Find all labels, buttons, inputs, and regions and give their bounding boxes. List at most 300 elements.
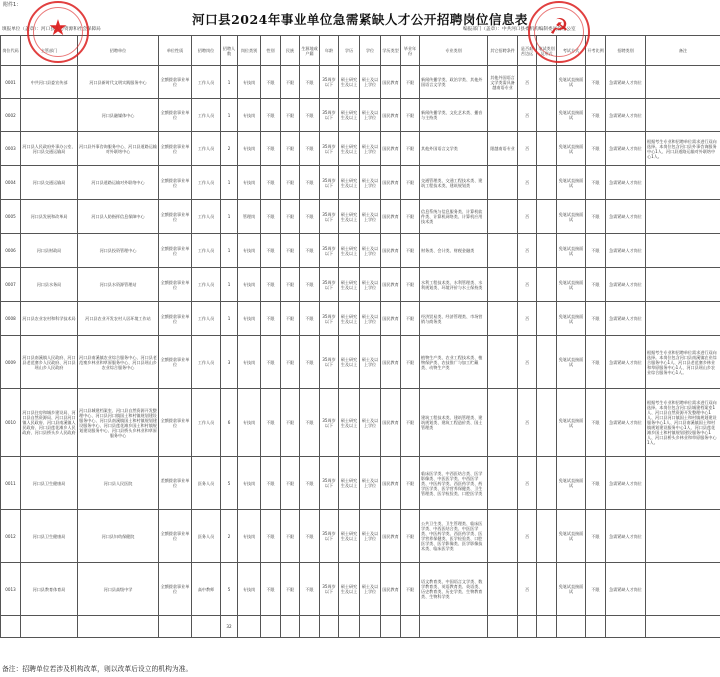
cell-unit: 河口县水资源管理站	[78, 268, 159, 302]
cell-count: 1	[221, 234, 238, 268]
cell-remark	[646, 66, 720, 99]
cell-major: 植物生产类、农业工程技术类、植物保护类、农技推广与加工贮藏类、动物生产类	[420, 336, 488, 389]
cell-major: 经济贸易类、经济管理类、市场营销与商务类	[420, 302, 488, 336]
cell-other	[488, 268, 518, 302]
cell-post: 医务人员	[192, 510, 221, 563]
cell-edu: 硕士研究生及以上	[339, 389, 360, 457]
total-cell	[192, 616, 221, 638]
cell-method: 免笔试直接面试	[557, 563, 586, 616]
cell-ratio: 不限	[586, 166, 606, 200]
cell-ethnic: 不限	[281, 336, 300, 389]
cell-degree: 硕士及以上学位	[360, 132, 381, 166]
cell-post: 工作人员	[192, 336, 221, 389]
cell-remark	[646, 234, 720, 268]
cell-nature: 全额拨款事业单位	[159, 302, 192, 336]
cell-exam	[537, 99, 557, 132]
cell-hard: 否	[518, 336, 537, 389]
total-cell	[586, 616, 606, 638]
cell-edu: 硕士研究生及以上	[339, 302, 360, 336]
cell-dept: 河口县交通运输局	[21, 166, 78, 200]
cell-other	[488, 510, 518, 563]
cell-year: 不限	[401, 302, 420, 336]
cell-edu: 硕士研究生及以上	[339, 234, 360, 268]
cell-major: 建筑工程技术类、建筑管理类、建筑规划类、建筑工程造价类、国土管理类	[420, 389, 488, 457]
cell-count: 1	[221, 66, 238, 99]
cell-ethnic: 不限	[281, 457, 300, 510]
cell-method: 免笔试直接面试	[557, 302, 586, 336]
total-cell	[78, 616, 159, 638]
cell-year: 不限	[401, 234, 420, 268]
cell-major: 临床医学类、中西医结合类、医学影像类、中医医学类、中西医学类、中医药学类、西医药学类、药学医学类、医学营养保健类、卫生管理类、医学检验类、口腔医学类	[420, 457, 488, 510]
cell-origin: 不限	[300, 66, 320, 99]
cell-exam	[537, 457, 557, 510]
cell-year: 不限	[401, 510, 420, 563]
cell-dept: 河口县南溪镇人民政府、河口县老范寨乡人民政府、河口县瑶山乡人民政府	[21, 336, 78, 389]
cell-exam	[537, 336, 557, 389]
cell-code: 0013	[1, 563, 21, 616]
cell-category: 急需紧缺人才岗位	[606, 389, 646, 457]
cell-ratio: 不限	[586, 200, 606, 234]
column-header: 岗位代码	[1, 36, 21, 66]
cell-nature: 全额拨款事业单位	[159, 200, 192, 234]
cell-method: 免笔试直接面试	[557, 234, 586, 268]
cell-remark	[646, 510, 720, 563]
cell-count: 1	[221, 99, 238, 132]
total-cell	[1, 616, 21, 638]
table-row	[1, 302, 720, 336]
cell-gender: 不限	[261, 510, 281, 563]
cell-age: 35周岁以下	[320, 336, 339, 389]
table-row	[1, 389, 720, 457]
cell-edu: 硕士研究生及以上	[339, 563, 360, 616]
cell-post: 医务人员	[192, 457, 221, 510]
column-header: 年龄	[320, 36, 339, 66]
cell-hard: 否	[518, 234, 537, 268]
table-row	[1, 268, 720, 302]
column-header: 民族	[281, 36, 300, 66]
cell-edutype: 国民教育	[381, 302, 401, 336]
cell-major: 新闻传播学类、政治学类、其他外国语言文学类	[420, 66, 488, 99]
cell-degree: 硕士及以上学位	[360, 336, 381, 389]
cell-age: 35周岁以下	[320, 389, 339, 457]
cell-year: 不限	[401, 132, 420, 166]
total-cell	[381, 616, 401, 638]
cell-ethnic: 不限	[281, 563, 300, 616]
cell-unit: 河口县新时代文明实践服务中心	[78, 66, 159, 99]
cell-origin: 不限	[300, 132, 320, 166]
total-cell	[159, 616, 192, 638]
recruitment-table	[0, 35, 720, 638]
cell-hard: 否	[518, 166, 537, 200]
total-cell	[261, 616, 281, 638]
cell-type: 专技岗	[238, 457, 261, 510]
cell-count: 5	[221, 457, 238, 510]
cell-remark: 根据考生专业和招聘单位需求进行双向选择。本岗位包含河口县南溪镇农业综合服务中心1人、河口县老范寨乡林业和草原服务中心1人、河口县瑶山乡农业综合服务中心1人。	[646, 336, 720, 389]
cell-gender: 不限	[261, 268, 281, 302]
cell-ethnic: 不限	[281, 166, 300, 200]
cell-exam	[537, 166, 557, 200]
cell-post: 工作人员	[192, 99, 221, 132]
cell-count: 6	[221, 389, 238, 457]
cell-unit: 河口县投资管理中心	[78, 234, 159, 268]
column-header: 单位性质	[159, 36, 192, 66]
cell-ratio: 不限	[586, 336, 606, 389]
cell-type: 专技岗	[238, 302, 261, 336]
column-header: 备注	[646, 36, 720, 66]
cell-type: 专技岗	[238, 268, 261, 302]
cell-gender: 不限	[261, 457, 281, 510]
cell-dept: 中共河口县委宣传部	[21, 66, 78, 99]
column-header: 毕业年份	[401, 36, 420, 66]
cell-degree: 硕士及以上学位	[360, 389, 381, 457]
cell-exam	[537, 268, 557, 302]
cell-count: 5	[221, 563, 238, 616]
cell-remark	[646, 563, 720, 616]
total-cell	[488, 616, 518, 638]
table-row	[1, 99, 720, 132]
cell-hard: 否	[518, 457, 537, 510]
cell-ethnic: 不限	[281, 510, 300, 563]
cell-age: 35周岁以下	[320, 268, 339, 302]
cell-major: 新闻传播学类、文化艺术类、播音与主持类	[420, 99, 488, 132]
total-cell	[281, 616, 300, 638]
cell-edutype: 国民教育	[381, 200, 401, 234]
cell-dept: 河口县卫生健康局	[21, 510, 78, 563]
cell-count: 1	[221, 302, 238, 336]
cell-year: 不限	[401, 99, 420, 132]
cell-type: 专技岗	[238, 234, 261, 268]
cell-origin: 不限	[300, 99, 320, 132]
cell-remark	[646, 457, 720, 510]
hammer-sickle-icon: ☭	[549, 15, 569, 40]
cell-dept: 河口县卫生健康局	[21, 457, 78, 510]
cell-count: 1	[221, 166, 238, 200]
cell-method: 免笔试直接面试	[557, 132, 586, 166]
cell-type: 专技岗	[238, 99, 261, 132]
cell-exam	[537, 510, 557, 563]
cell-remark: 根据考生专业和招聘单位需求进行双向选择。本岗位包含河口县外事咨询服务中心1人、河口县道路运输对外联络中心1人。	[646, 132, 720, 166]
cell-code: 0011	[1, 457, 21, 510]
cell-edutype: 国民教育	[381, 66, 401, 99]
total-row	[1, 616, 720, 638]
cell-count: 2	[221, 132, 238, 166]
cell-degree: 硕士及以上学位	[360, 563, 381, 616]
cell-remark	[646, 166, 720, 200]
cell-other	[488, 457, 518, 510]
cell-hard: 否	[518, 99, 537, 132]
cell-code: 0005	[1, 200, 21, 234]
cell-edutype: 国民教育	[381, 234, 401, 268]
cell-method: 免笔试直接面试	[557, 99, 586, 132]
cell-dept: 河口县教育体育局	[21, 563, 78, 616]
cell-exam	[537, 389, 557, 457]
total-cell	[606, 616, 646, 638]
cell-age: 35周岁以下	[320, 99, 339, 132]
cell-code: 0006	[1, 234, 21, 268]
cell-major: 水利工程技术类、水利管理类、水利规划类、环境评价与水土保持类	[420, 268, 488, 302]
total-cell	[320, 616, 339, 638]
cell-post: 工作人员	[192, 200, 221, 234]
cell-hard: 否	[518, 563, 537, 616]
cell-count: 3	[221, 336, 238, 389]
cell-origin: 不限	[300, 166, 320, 200]
cell-unit: 河口县人民医院	[78, 457, 159, 510]
cell-exam	[537, 132, 557, 166]
cell-major: 公共卫生类、卫生管理类、临床医学类、中西医结合类、中医医学类、中医药学类、西医药学类、医学营养保健类、医学检验类、口腔医学类、医学影像类、医学影像技术类、临床医学类	[420, 510, 488, 563]
cell-remark	[646, 99, 720, 132]
cell-origin: 不限	[300, 234, 320, 268]
total-cell	[300, 616, 320, 638]
cell-unit: 河口县人防指挥信息保障中心	[78, 200, 159, 234]
cell-nature: 全额拨款事业单位	[159, 132, 192, 166]
column-header: 学历类型	[381, 36, 401, 66]
cell-dept: 河口县农业农村和科学技术局	[21, 302, 78, 336]
cell-category: 急需紧缺人才岗位	[606, 200, 646, 234]
table-row	[1, 457, 720, 510]
cell-category: 急需紧缺人才岗位	[606, 336, 646, 389]
table-row	[1, 336, 720, 389]
cell-category: 急需紧缺人才岗位	[606, 166, 646, 200]
cell-remark	[646, 302, 720, 336]
cell-code: 0003	[1, 132, 21, 166]
cell-gender: 不限	[261, 99, 281, 132]
cell-category: 急需紧缺人才岗位	[606, 302, 646, 336]
reporting-unit: 填报单位（盖章）：河口县人力资源和社会保障局	[2, 27, 101, 32]
cell-gender: 不限	[261, 66, 281, 99]
cell-type: 专技岗	[238, 336, 261, 389]
cell-code: 0002	[1, 99, 21, 132]
cell-edutype: 国民教育	[381, 457, 401, 510]
cell-nature: 全额拨款事业单位	[159, 66, 192, 99]
cell-major: 财务类、会计类、财税金融类	[420, 234, 488, 268]
cell-remark	[646, 268, 720, 302]
column-header: 生源地或户籍	[300, 36, 320, 66]
table-row	[1, 66, 720, 99]
cell-code: 0012	[1, 510, 21, 563]
cell-edutype: 国民教育	[381, 99, 401, 132]
cell-exam	[537, 563, 557, 616]
cell-post: 高中教师	[192, 563, 221, 616]
cell-degree: 硕士及以上学位	[360, 457, 381, 510]
cell-age: 35周岁以下	[320, 510, 339, 563]
column-header: 学历	[339, 36, 360, 66]
cell-type: 专技岗	[238, 132, 261, 166]
cell-hard: 否	[518, 302, 537, 336]
cell-type: 专技岗	[238, 389, 261, 457]
column-header: 是否艰苦边远	[518, 36, 537, 66]
cell-gender: 不限	[261, 234, 281, 268]
cell-age: 35周岁以下	[320, 457, 339, 510]
cell-ethnic: 不限	[281, 389, 300, 457]
cell-other: 限越南语专业	[488, 132, 518, 166]
cell-nature: 全额拨款事业单位	[159, 510, 192, 563]
cell-origin: 不限	[300, 457, 320, 510]
cell-ratio: 不限	[586, 66, 606, 99]
cell-ethnic: 不限	[281, 66, 300, 99]
cell-hard: 否	[518, 66, 537, 99]
cell-exam	[537, 302, 557, 336]
cell-ratio: 不限	[586, 389, 606, 457]
footnote: 备注：招聘单位若涉及机构改革，则以改革后设立的机构为准。	[2, 665, 193, 673]
cell-year: 不限	[401, 457, 420, 510]
cell-ratio: 不限	[586, 234, 606, 268]
cell-year: 不限	[401, 166, 420, 200]
cell-post: 工作人员	[192, 66, 221, 99]
cell-edutype: 国民教育	[381, 166, 401, 200]
cell-other	[488, 99, 518, 132]
column-header: 主管部门	[21, 36, 78, 66]
cell-degree: 硕士及以上学位	[360, 200, 381, 234]
cell-code: 0008	[1, 302, 21, 336]
cell-gender: 不限	[261, 166, 281, 200]
cell-remark: 根据考生专业和招聘单位需求进行双向选择。本岗位包含河口县城建档案室1人、河口县自然资源开发整理中心1人、河口县河口镇国土和村镇规划建设服务中心1人、河口县南溪镇国土和村镇规划建设服务中心1人、河口县莲花滩乡国土和村镇规划建设服务中心1人、河口县桥头乡林业和草原服务中心1人。	[646, 389, 720, 457]
cell-other	[488, 234, 518, 268]
cell-hard: 否	[518, 200, 537, 234]
total-count: 32	[221, 616, 238, 638]
cell-ratio: 不限	[586, 510, 606, 563]
table-row	[1, 132, 720, 166]
cell-hard: 否	[518, 132, 537, 166]
total-cell	[360, 616, 381, 638]
cell-method: 免笔试直接面试	[557, 268, 586, 302]
cell-nature: 全额拨款事业单位	[159, 336, 192, 389]
cell-method: 免笔试直接面试	[557, 166, 586, 200]
cell-edutype: 国民教育	[381, 336, 401, 389]
cell-age: 35周岁以下	[320, 302, 339, 336]
cell-nature: 全额拨款事业单位	[159, 389, 192, 457]
attachment-label: 附件1：	[3, 2, 22, 8]
cell-edu: 硕士研究生及以上	[339, 166, 360, 200]
cell-unit: 河口县高级中学	[78, 563, 159, 616]
cell-hard: 否	[518, 510, 537, 563]
cell-category: 急需紧缺人才岗位	[606, 563, 646, 616]
table-header-row	[1, 36, 720, 66]
cell-method: 免笔试直接面试	[557, 457, 586, 510]
cell-method: 免笔试直接面试	[557, 66, 586, 99]
cell-exam	[537, 200, 557, 234]
cell-count: 1	[221, 268, 238, 302]
cell-degree: 硕士及以上学位	[360, 234, 381, 268]
table-row	[1, 200, 720, 234]
cell-degree: 硕士及以上学位	[360, 166, 381, 200]
cell-count: 2	[221, 510, 238, 563]
cell-edu: 硕士研究生及以上	[339, 336, 360, 389]
cell-major: 其他外国语言文学类	[420, 132, 488, 166]
cell-year: 不限	[401, 389, 420, 457]
cell-gender: 不限	[261, 132, 281, 166]
cell-type: 专技岗	[238, 563, 261, 616]
cell-type: 管理岗	[238, 200, 261, 234]
column-header: 笔试类别及形式	[537, 36, 557, 66]
cell-post: 工作人员	[192, 268, 221, 302]
page-title: 河口县2024年事业单位急需紧缺人才公开招聘岗位信息表	[192, 12, 528, 27]
cell-unit: 河口县妇幼保健院	[78, 510, 159, 563]
cell-category: 急需紧缺人才岗位	[606, 99, 646, 132]
cell-origin: 不限	[300, 389, 320, 457]
total-cell	[646, 616, 720, 638]
cell-code: 0007	[1, 268, 21, 302]
cell-count: 1	[221, 200, 238, 234]
cell-degree: 硕士及以上学位	[360, 66, 381, 99]
table-row	[1, 234, 720, 268]
cell-category: 急需紧缺人才岗位	[606, 234, 646, 268]
column-header: 招聘类别	[606, 36, 646, 66]
cell-major: 语文教育类、中国语言文学类、数学教育类、英语教育类、英语类、历史教育类、历史学类、生物教育类、生物科学类	[420, 563, 488, 616]
cell-type: 专技岗	[238, 166, 261, 200]
column-header: 招聘单位	[78, 36, 159, 66]
cell-edutype: 国民教育	[381, 389, 401, 457]
compiling-department: 编报部门（盖章）：中共河口县委机构编制委员会办公室	[463, 27, 576, 32]
cell-origin: 不限	[300, 336, 320, 389]
cell-ratio: 不限	[586, 132, 606, 166]
cell-nature: 全额拨款事业单位	[159, 99, 192, 132]
cell-unit: 河口县融媒体中心	[78, 99, 159, 132]
cell-year: 不限	[401, 563, 420, 616]
cell-unit: 河口县外事咨询服务中心、河口县道路运输对外联络中心	[78, 132, 159, 166]
cell-edu: 硕士研究生及以上	[339, 457, 360, 510]
cell-code: 0009	[1, 336, 21, 389]
cell-category: 急需紧缺人才岗位	[606, 268, 646, 302]
cell-nature: 全额拨款事业单位	[159, 563, 192, 616]
cell-other	[488, 563, 518, 616]
cell-ratio: 不限	[586, 457, 606, 510]
cell-unit: 河口县城建档案室、河口县自然资源开发整理中心、河口县河口镇国土和村镇规划建设服务中心、河口县南溪镇国土和村镇规划建设服务中心、河口县莲花滩乡国土和村镇规划建设服务中心、河口县桥头乡林业和草原服务中心	[78, 389, 159, 457]
cell-edutype: 国民教育	[381, 510, 401, 563]
cell-year: 不限	[401, 336, 420, 389]
cell-gender: 不限	[261, 200, 281, 234]
column-header: 专业类别	[420, 36, 488, 66]
cell-type: 专技岗	[238, 510, 261, 563]
cell-dept: 河口县财政局	[21, 234, 78, 268]
cell-age: 35周岁以下	[320, 132, 339, 166]
cell-code: 0001	[1, 66, 21, 99]
total-cell	[557, 616, 586, 638]
cell-dept	[21, 99, 78, 132]
column-header: 其它招聘条件	[488, 36, 518, 66]
cell-hard: 否	[518, 268, 537, 302]
cell-code: 0004	[1, 166, 21, 200]
cell-code: 0010	[1, 389, 21, 457]
cell-ethnic: 不限	[281, 268, 300, 302]
cell-major: 交通管理类、交通工程技术类、建筑工程技术类、建筑规划类	[420, 166, 488, 200]
cell-edu: 硕士研究生及以上	[339, 99, 360, 132]
cell-origin: 不限	[300, 510, 320, 563]
cell-dept: 河口县人民政府外事办公室、河口县交通运输局	[21, 132, 78, 166]
cell-edutype: 国民教育	[381, 132, 401, 166]
cell-gender: 不限	[261, 302, 281, 336]
cell-hard: 否	[518, 389, 537, 457]
cell-other: 其他外国语言文学类需具备越南语专业	[488, 66, 518, 99]
cell-nature: 全额拨款事业单位	[159, 268, 192, 302]
cell-year: 不限	[401, 66, 420, 99]
cell-edu: 硕士研究生及以上	[339, 66, 360, 99]
cell-post: 工作人员	[192, 132, 221, 166]
cell-ratio: 不限	[586, 563, 606, 616]
cell-category: 急需紧缺人才岗位	[606, 132, 646, 166]
cell-unit: 河口县农业开发农村人居环境工作站	[78, 302, 159, 336]
cell-year: 不限	[401, 268, 420, 302]
column-header: 招聘岗位	[192, 36, 221, 66]
cell-exam	[537, 66, 557, 99]
cell-other	[488, 389, 518, 457]
total-cell	[401, 616, 420, 638]
cell-edu: 硕士研究生及以上	[339, 200, 360, 234]
table-row	[1, 510, 720, 563]
cell-ethnic: 不限	[281, 99, 300, 132]
cell-ethnic: 不限	[281, 132, 300, 166]
total-cell	[537, 616, 557, 638]
cell-remark	[646, 200, 720, 234]
